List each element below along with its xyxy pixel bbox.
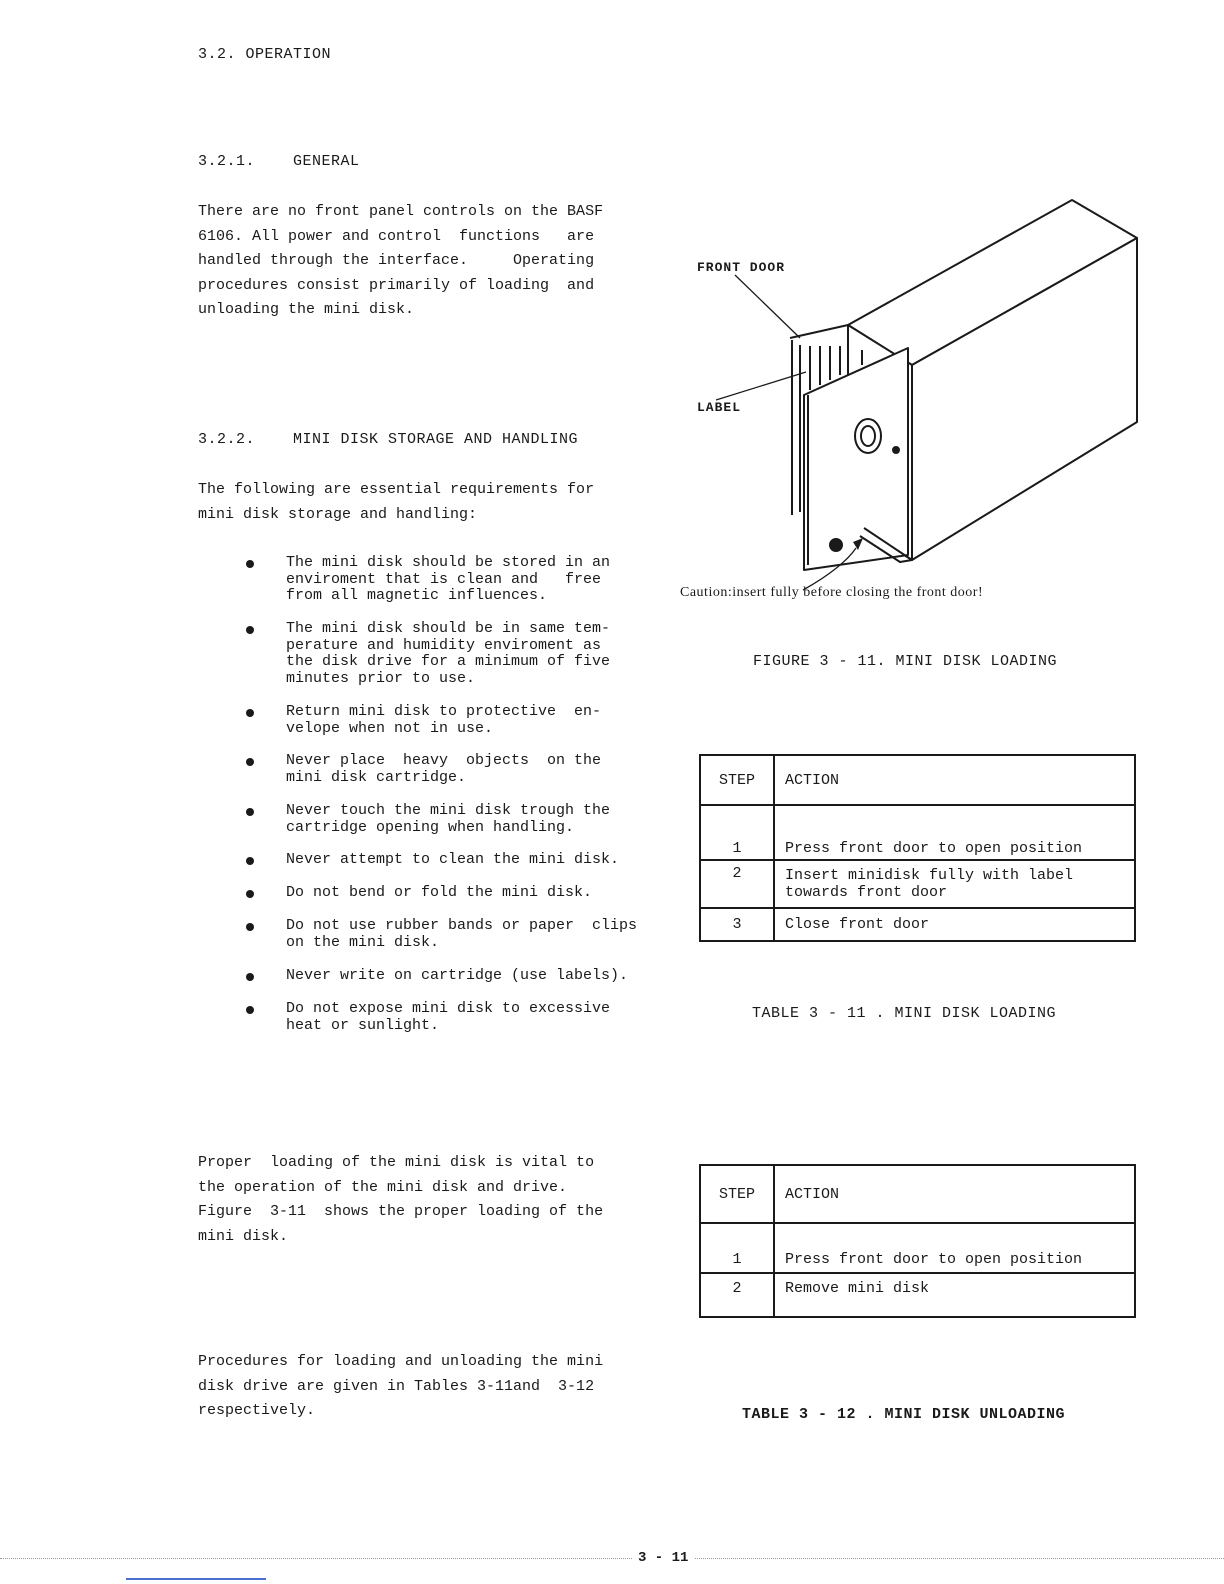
general-line: handled through the interface. Operating	[198, 252, 595, 269]
mini-disk-loading-figure	[690, 195, 1150, 615]
table-row	[700, 860, 1135, 908]
action-cell: Press front door to open position	[774, 805, 1135, 860]
bullet-dot	[246, 758, 254, 766]
paragraph-line: the operation of the mini disk and drive.	[198, 1178, 568, 1196]
bullet-line: on the mini disk.	[286, 933, 440, 951]
storage-intro	[198, 478, 594, 527]
general-paragraph	[198, 200, 603, 323]
bullet-line: The mini disk should be in same tem-	[286, 620, 611, 637]
label-callout: LABEL	[697, 400, 742, 415]
step-cell: 2	[700, 1273, 774, 1317]
step-header: STEP	[700, 1165, 774, 1223]
paragraph-line: Proper loading of the mini disk is vital to	[198, 1154, 595, 1171]
bullet-line: Do not bend or fold the mini disk.	[286, 884, 593, 901]
step-header: STEP	[700, 755, 774, 805]
bullet-dot	[246, 890, 254, 898]
caution-note: Caution:insert fully before closing the front door!	[680, 585, 984, 600]
loading-table	[699, 754, 1136, 942]
bullet-line: The mini disk should be stored in an	[286, 554, 611, 571]
general-heading: 3.2.1. GENERAL	[198, 153, 360, 170]
bullet-dot	[246, 560, 254, 568]
paragraph-line: Figure 3-11 shows the proper loading of the	[198, 1203, 604, 1220]
table-row	[700, 908, 1135, 941]
bullet-line: the disk drive for a minimum of five	[286, 653, 611, 670]
bullet-line: enviroment that is clean and free	[286, 570, 602, 588]
loading-paragraph	[198, 1151, 603, 1249]
paragraph-line: mini disk.	[198, 1227, 289, 1245]
bullet-line: velope when not in use.	[286, 719, 494, 737]
step-cell: 1	[700, 1223, 774, 1273]
page-number: 3 - 11	[632, 1550, 694, 1566]
paragraph-line: respectively.	[198, 1402, 316, 1419]
table-header-row	[700, 1165, 1135, 1223]
table-row	[700, 805, 1135, 860]
bullet-dot	[246, 923, 254, 931]
bullet-dot	[246, 973, 254, 981]
bullet-dot	[246, 1006, 254, 1014]
bullet-line: cartridge opening when handling.	[286, 818, 575, 836]
general-line: There are no front panel controls on the BASF	[198, 203, 604, 220]
action-header: ACTION	[774, 755, 1135, 805]
table-row	[700, 1273, 1135, 1317]
procedures-paragraph	[198, 1350, 603, 1424]
paragraph-line: Procedures for loading and unloading the mini	[198, 1353, 604, 1370]
table-row	[700, 1223, 1135, 1273]
bullet-dot	[246, 808, 254, 816]
scan-edge-mark	[126, 1578, 266, 1580]
bullet-dot	[246, 626, 254, 634]
bullet-line: heat or sunlight.	[286, 1016, 440, 1034]
action-cell: Insert minidisk fully with label towards front door	[774, 860, 1135, 908]
general-line: procedures consist primarily of loading and	[198, 276, 595, 294]
disk-drive-illustration	[690, 195, 1150, 615]
action-header: ACTION	[774, 1165, 1135, 1223]
front-door-label: FRONT DOOR	[697, 260, 786, 275]
table-header-row	[700, 755, 1135, 805]
bullet-line: Never touch the mini disk trough the	[286, 802, 611, 819]
bullet-dot	[246, 709, 254, 717]
action-cell: Remove mini disk	[774, 1273, 1135, 1317]
figure-caption: FIGURE 3 - 11. MINI DISK LOADING	[753, 653, 1058, 670]
bullet-line: mini disk cartridge.	[286, 768, 467, 786]
bullet-dot	[246, 857, 254, 865]
storage-intro-line: mini disk storage and handling:	[198, 505, 478, 523]
bullet-line: perature and humidity enviroment as	[286, 636, 602, 654]
bullet-line: Never place heavy objects on the	[286, 752, 602, 769]
step-cell: 1	[700, 805, 774, 860]
bullet-line: minutes prior to use.	[286, 669, 476, 687]
step-cell: 2	[700, 860, 774, 908]
unloading-table-caption: TABLE 3 - 12 . MINI DISK UNLOADING	[742, 1406, 1066, 1423]
bullet-line: Return mini disk to protective en-	[286, 703, 602, 720]
bullet-line: from all magnetic influences.	[286, 587, 548, 604]
action-cell: Press front door to open position	[774, 1223, 1135, 1273]
bullet-line: Never write on cartridge (use labels).	[286, 967, 629, 984]
paragraph-line: disk drive are given in Tables 3-11and 3-12	[198, 1377, 595, 1395]
storage-heading: 3.2.2. MINI DISK STORAGE AND HANDLING	[198, 431, 579, 448]
general-line: unloading the mini disk.	[198, 301, 415, 318]
action-cell: Close front door	[774, 908, 1135, 941]
bullet-line: Do not expose mini disk to excessive	[286, 1000, 611, 1017]
footer-rule	[0, 1558, 1224, 1560]
general-line: 6106. All power and control functions are	[198, 227, 595, 245]
loading-table-caption: TABLE 3 - 11 . MINI DISK LOADING	[752, 1005, 1057, 1022]
section-title: 3.2. OPERATION	[198, 46, 332, 63]
unloading-table	[699, 1164, 1136, 1318]
bullet-line: Do not use rubber bands or paper clips	[286, 917, 638, 934]
storage-intro-line: The following are essential requirements for	[198, 481, 595, 498]
bullet-line: Never attempt to clean the mini disk.	[286, 851, 620, 868]
step-cell: 3	[700, 908, 774, 941]
